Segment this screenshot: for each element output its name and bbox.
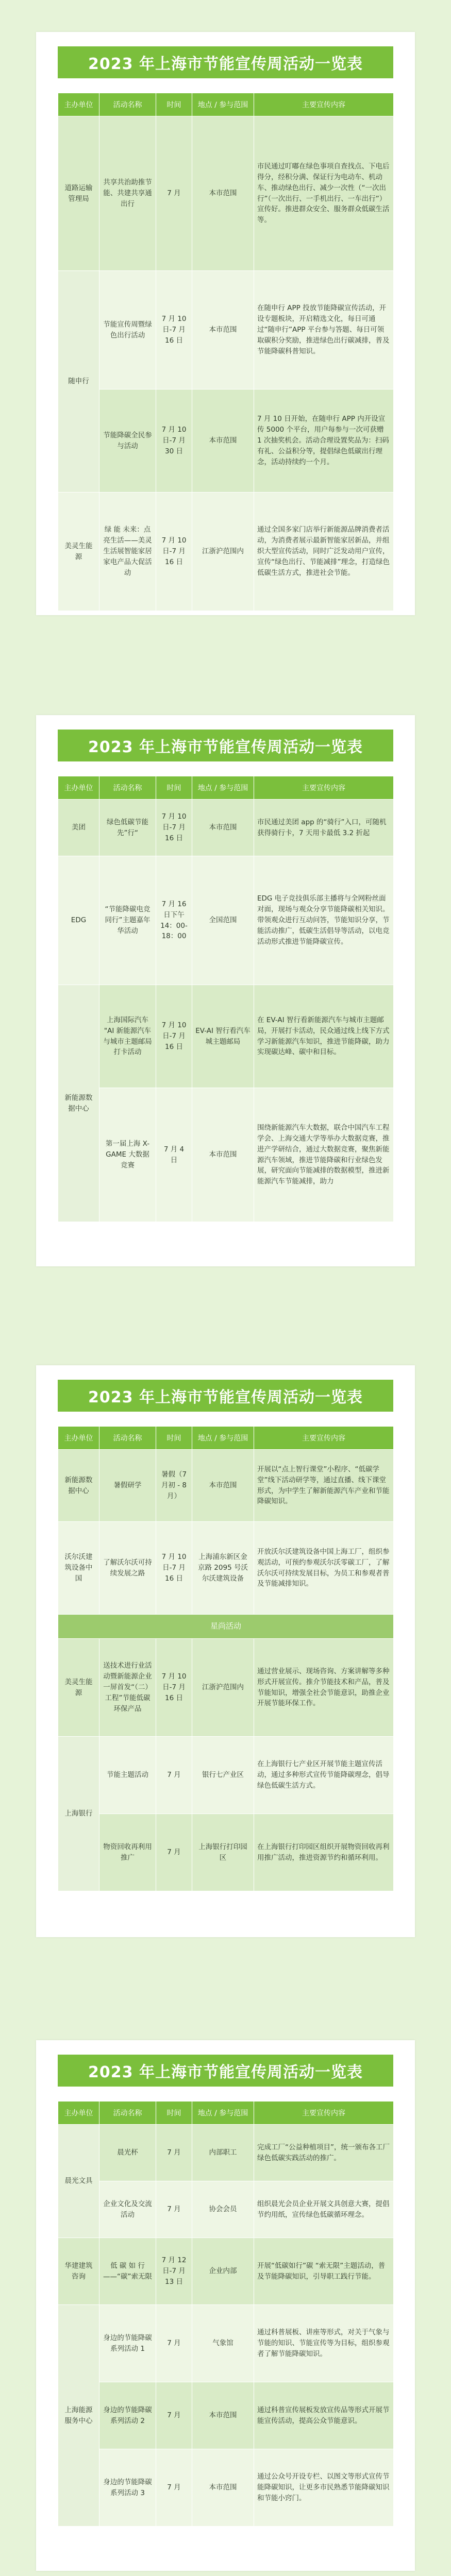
row-org: 沃尔沃建筑设备中国 [58, 1522, 99, 1615]
header-place: 地点 / 参与范围 [192, 1427, 254, 1450]
row-name: 暑假研学 [99, 1450, 156, 1522]
header-name: 活动名称 [99, 1427, 156, 1450]
row-name: 低 碳 如 行——“碳”索无限 [99, 2238, 156, 2305]
row-name: 节能主题活动 [99, 1737, 156, 1814]
card-title [36, 2040, 415, 2101]
row-time: 7 月 [156, 2181, 192, 2238]
row-time: 7 月 10 日-7 月 16 日 [156, 271, 192, 389]
row-time: 7 月 [156, 2125, 192, 2181]
row-content: 市民通过美团 app 的“骑行”入口，可随机获得骑行卡，7 天用卡最低 3.2 折起 [254, 800, 394, 856]
table-row [58, 1814, 394, 1891]
row-org: 晨光文具 [58, 2125, 99, 2238]
table-row [58, 2305, 394, 2382]
row-name: “节能降碳电竞同行”主题嘉年华活动 [99, 856, 156, 985]
row-org: 美团 [58, 800, 99, 856]
header-content: 主要宣传内容 [254, 1427, 394, 1450]
row-name: 身边的节能降碳系列活动 2 [99, 2382, 156, 2449]
row-org: 上海银行 [58, 1737, 99, 1891]
table-row [58, 1088, 394, 1222]
table-row [58, 2382, 394, 2449]
card-title-text: 2023 年上海市节能宣传周活动一览表 [88, 738, 363, 756]
header-org: 主办单位 [58, 2102, 99, 2125]
row-content: 开展“低碳如行”碳 “索无限”主题活动，普及节能降碳知识，引导职工践行节能。 [254, 2238, 394, 2305]
row-name: 节能降碳全民参与活动 [99, 389, 156, 493]
table-header [58, 1427, 394, 1450]
row-name: 了解沃尔沃可持续发展之路 [99, 1522, 156, 1615]
row-place: 银行七产业区 [192, 1737, 254, 1814]
row-place: 本市范围 [192, 2382, 254, 2449]
table-header [58, 2102, 394, 2125]
row-place: 本市范围 [192, 116, 254, 271]
row-org: 新能源数据中心 [58, 1450, 99, 1522]
row-place: 本市范围 [192, 2449, 254, 2527]
section-subheader [58, 1615, 394, 1639]
table-row [58, 2181, 394, 2238]
row-org: 美灵生能源 [58, 493, 99, 611]
card-title-text: 2023 年上海市节能宣传周活动一览表 [88, 2063, 363, 2081]
row-name: 送技术进行业活动暨新能源企业一屏首发“（二）工程”节能低碳环保产品 [99, 1639, 156, 1737]
activity-table-card-3 [36, 1365, 415, 1937]
header-time: 时间 [156, 2102, 192, 2125]
row-name: 共享共治助推节能、共建共享通出行 [99, 116, 156, 271]
row-content: 开展以“点上智行课堂”小程序、“低碳学堂”线下活动研学等，通过直播、线下课堂形式，为中学生了解新能源汽车产业和节能降碳知识。 [254, 1450, 394, 1522]
row-content: 开放沃尔沃建筑设备中国上海工厂，组织参观活动，可预约参观沃尔沃零碳工厂，了解沃尔沃可持续发展目标，为员工和参观者普及节能减排知识。 [254, 1522, 394, 1615]
row-org: EDG [58, 856, 99, 985]
card-title [36, 715, 415, 776]
card-title-text: 2023 年上海市节能宣传周活动一览表 [88, 1388, 363, 1406]
table-row [58, 271, 394, 389]
row-place: 本市范围 [192, 800, 254, 856]
row-time: 7 月 [156, 2305, 192, 2382]
row-time: 7 月 10 日-7 月 16 日 [156, 1522, 192, 1615]
row-place: 协会会员 [192, 2181, 254, 2238]
row-content: EDG 电子竞技俱乐部主播将与全网粉丝面对面，现场与观众分享节能降碳相关知识。带领观众进行互动问答，节能知识分享，节能活动推广，低碳生活倡导等活动，以电竞活动形式推进节能降碳宣传。 [254, 856, 394, 985]
table-row [58, 1639, 394, 1737]
row-time: 7 月 [156, 2382, 192, 2449]
row-time: 7 月 4 日 [156, 1088, 192, 1222]
row-org: 新能源数据中心 [58, 985, 99, 1222]
row-time: 7 月 10 日-7 月 16 日 [156, 493, 192, 611]
card-title [36, 32, 415, 93]
row-place: 江浙沪范围内 [192, 1639, 254, 1737]
activity-table-card-1 [36, 32, 415, 615]
row-org: 上海能源服务中心 [58, 2305, 99, 2527]
header-place: 地点 / 参与范围 [192, 2102, 254, 2125]
table-header [58, 776, 394, 800]
header-name: 活动名称 [99, 93, 156, 116]
header-name: 活动名称 [99, 776, 156, 800]
section-subheader-label: 星尚活动 [58, 1615, 394, 1639]
row-name: 绿色低碳节能先”行“ [99, 800, 156, 856]
header-place: 地点 / 参与范围 [192, 93, 254, 116]
header-name: 活动名称 [99, 2102, 156, 2125]
table-row [58, 2449, 394, 2527]
header-content: 主要宣传内容 [254, 2102, 394, 2125]
row-content: 围绕新能源汽车大数据，联合中国汽车工程学会、上海交通大学等举办大数据竞赛，推进产学研结合，通过大数据竞赛，聚焦新能源汽车领域，推进节能降碳和行业绿色发展，研究面向节能减排的数据模型，推进新能源汽车节能减排，助力 [254, 1088, 394, 1222]
activity-table [58, 1426, 394, 1891]
row-place: 本市范围 [192, 271, 254, 389]
row-place: 上海浦东新区金京路 2095 号沃尔沃建筑设备 [192, 1522, 254, 1615]
row-org: 美灵生能源 [58, 1639, 99, 1737]
header-content: 主要宣传内容 [254, 776, 394, 800]
row-content: 通过全国多家门店举行新能源品牌消费者活动，为消费者展示最新智能家居新品，并组织大型宣传活动，同时广泛发动用户宣传，宣传“绿色出行、节能减排”理念，打造绿色低碳生活方式，推进社会节能。 [254, 493, 394, 611]
activity-table [58, 93, 394, 611]
row-time: 7 月 [156, 1814, 192, 1891]
row-name: 晨光杯 [99, 2125, 156, 2181]
activity-table-card-2 [36, 715, 415, 1266]
header-time: 时间 [156, 1427, 192, 1450]
row-content: 市民通过叮嘟在绿色事项自查找点、下电后得分，经积分满、保证行为电动车、机动车、推动绿色出行、减少一次性（“一次出行”（一次出行、一手机出行、一车出行”）宣传好。推进群众安全、服务群众低碳生活等。 [254, 116, 394, 271]
row-content: 通过营业展示、现场咨询、方案讲解等多种形式开展宣传。推介节能技术和产品，普及节能知识，增强全社会节能意识，助推企业开展节能环保工作。 [254, 1639, 394, 1737]
row-content: 通过科普宣传展板发放宣传品等形式开展节能宣传活动，提高公众节能意识。 [254, 2382, 394, 2449]
row-content: 通过公众号开设专栏、以图文等形式宣传节能降碳知识，让更多市民熟悉节能降碳知识和节能小窍门。 [254, 2449, 394, 2527]
table-row [58, 1450, 394, 1522]
table-row [58, 493, 394, 611]
table-row [58, 985, 394, 1088]
table-row [58, 2125, 394, 2181]
row-time: 7 月 10 日-7 月 16 日 [156, 1639, 192, 1737]
table-row [58, 856, 394, 985]
header-content: 主要宣传内容 [254, 93, 394, 116]
row-name: 身边的节能降碳系列活动 3 [99, 2449, 156, 2527]
card-title [36, 1365, 415, 1426]
row-content: 在上海银行打印园区组织开展物资回收再利用推广活动，推进资源节约和循环利用。 [254, 1814, 394, 1891]
row-time: 7 月 [156, 1737, 192, 1814]
row-content: 在 EV-AI 智行看新能源汽车与城市主题邮局，开展打卡活动，民众通过线上线下方式学习新能源汽车知识，推进节能降碳，助力实现碳达峰、碳中和目标。 [254, 985, 394, 1088]
row-name: 身边的节能降碳系列活动 1 [99, 2305, 156, 2382]
row-content: 通过科普展板、讲座等形式，对关于气象与节能的知识、节能宣传等为目标，组织参观者了解节能降碳知识。 [254, 2305, 394, 2382]
header-org: 主办单位 [58, 93, 99, 116]
row-name: 节能宣传周暨绿色出行活动 [99, 271, 156, 389]
table-header [58, 93, 394, 116]
activity-table-card-4 [36, 2040, 415, 2571]
header-time: 时间 [156, 93, 192, 116]
row-time: 7 月 10 日-7 月 16 日 [156, 985, 192, 1088]
row-org: 道路运输管理局 [58, 116, 99, 271]
header-org: 主办单位 [58, 776, 99, 800]
header-org: 主办单位 [58, 1427, 99, 1450]
row-place: 本市范围 [192, 1450, 254, 1522]
header-time: 时间 [156, 776, 192, 800]
table-row [58, 389, 394, 493]
row-place: 气象馆 [192, 2305, 254, 2382]
row-name: 企业文化及交流活动 [99, 2181, 156, 2238]
table-row [58, 116, 394, 271]
row-time: 7 月 16 日下午 14：00-18：00 [156, 856, 192, 985]
activity-table [58, 776, 394, 1222]
row-name: 上海国际汽车 "AI 新能源汽车与城市主题邮局打卡活动 [99, 985, 156, 1088]
table-row [58, 1522, 394, 1615]
row-place: 上海银行打印园区 [192, 1814, 254, 1891]
row-time: 暑假（7 月初 - 8 月） [156, 1450, 192, 1522]
row-place: 全国范围 [192, 856, 254, 985]
row-place: 本市范围 [192, 389, 254, 493]
row-place: EV-AI 智行看汽车城主题邮局 [192, 985, 254, 1088]
row-content: 在随申行 APP 投放节能降碳宣传活动，开设专题板块，开启精选文化，每日可通过“随申行”APP 平台参与答题、每日可领取碳积分奖励，推进绿色出行碳减排，普及节能降碳科普知识。 [254, 271, 394, 389]
table-row [58, 1737, 394, 1814]
row-name: 物资回收再利用推广 [99, 1814, 156, 1891]
row-place: 江浙沪范围内 [192, 493, 254, 611]
row-time: 7 月 10 日-7 月 16 日 [156, 800, 192, 856]
row-place: 内部职工 [192, 2125, 254, 2181]
row-name: 绿 能 未来：点亮生活——美灵生活展智能家居家电产品大促活动 [99, 493, 156, 611]
row-time: 7 月 [156, 116, 192, 271]
row-org: 随申行 [58, 271, 99, 493]
row-org: 华建建筑咨询 [58, 2238, 99, 2305]
table-row [58, 2238, 394, 2305]
header-place: 地点 / 参与范围 [192, 776, 254, 800]
row-time: 7 月 12 日-7 月 13 日 [156, 2238, 192, 2305]
table-row [58, 800, 394, 856]
activity-table [58, 2101, 394, 2527]
row-place: 本市范围 [192, 1088, 254, 1222]
row-place: 企业内部 [192, 2238, 254, 2305]
row-content: 7 月 10 日开始，在随申行 APP 内开设宣传 5000 个平台，用户每参与一次可获赠 1 次抽奖机会。活动合理设置奖品为：扫码有礼、公益积分等，提倡绿色低碳出行理念，活动持续约一个月。 [254, 389, 394, 493]
row-name: 第一届上海 X-GAME 大数据竞赛 [99, 1088, 156, 1222]
card-title-text: 2023 年上海市节能宣传周活动一览表 [88, 55, 363, 73]
row-content: 在上海银行七产业区开展节能主题宣传活动，通过多种形式宣传节能降碳理念，倡导绿色低碳生活方式。 [254, 1737, 394, 1814]
row-content: 完成工厂“公益种植项目”，统一颁布各工厂绿色低碳实践活动的推广。 [254, 2125, 394, 2181]
row-time: 7 月 [156, 2449, 192, 2527]
row-content: 组织晨光会员企业开展文具创意大赛，提倡节约用纸，宣传绿色低碳循环理念。 [254, 2181, 394, 2238]
row-time: 7 月 10 日-7 月 30 日 [156, 389, 192, 493]
